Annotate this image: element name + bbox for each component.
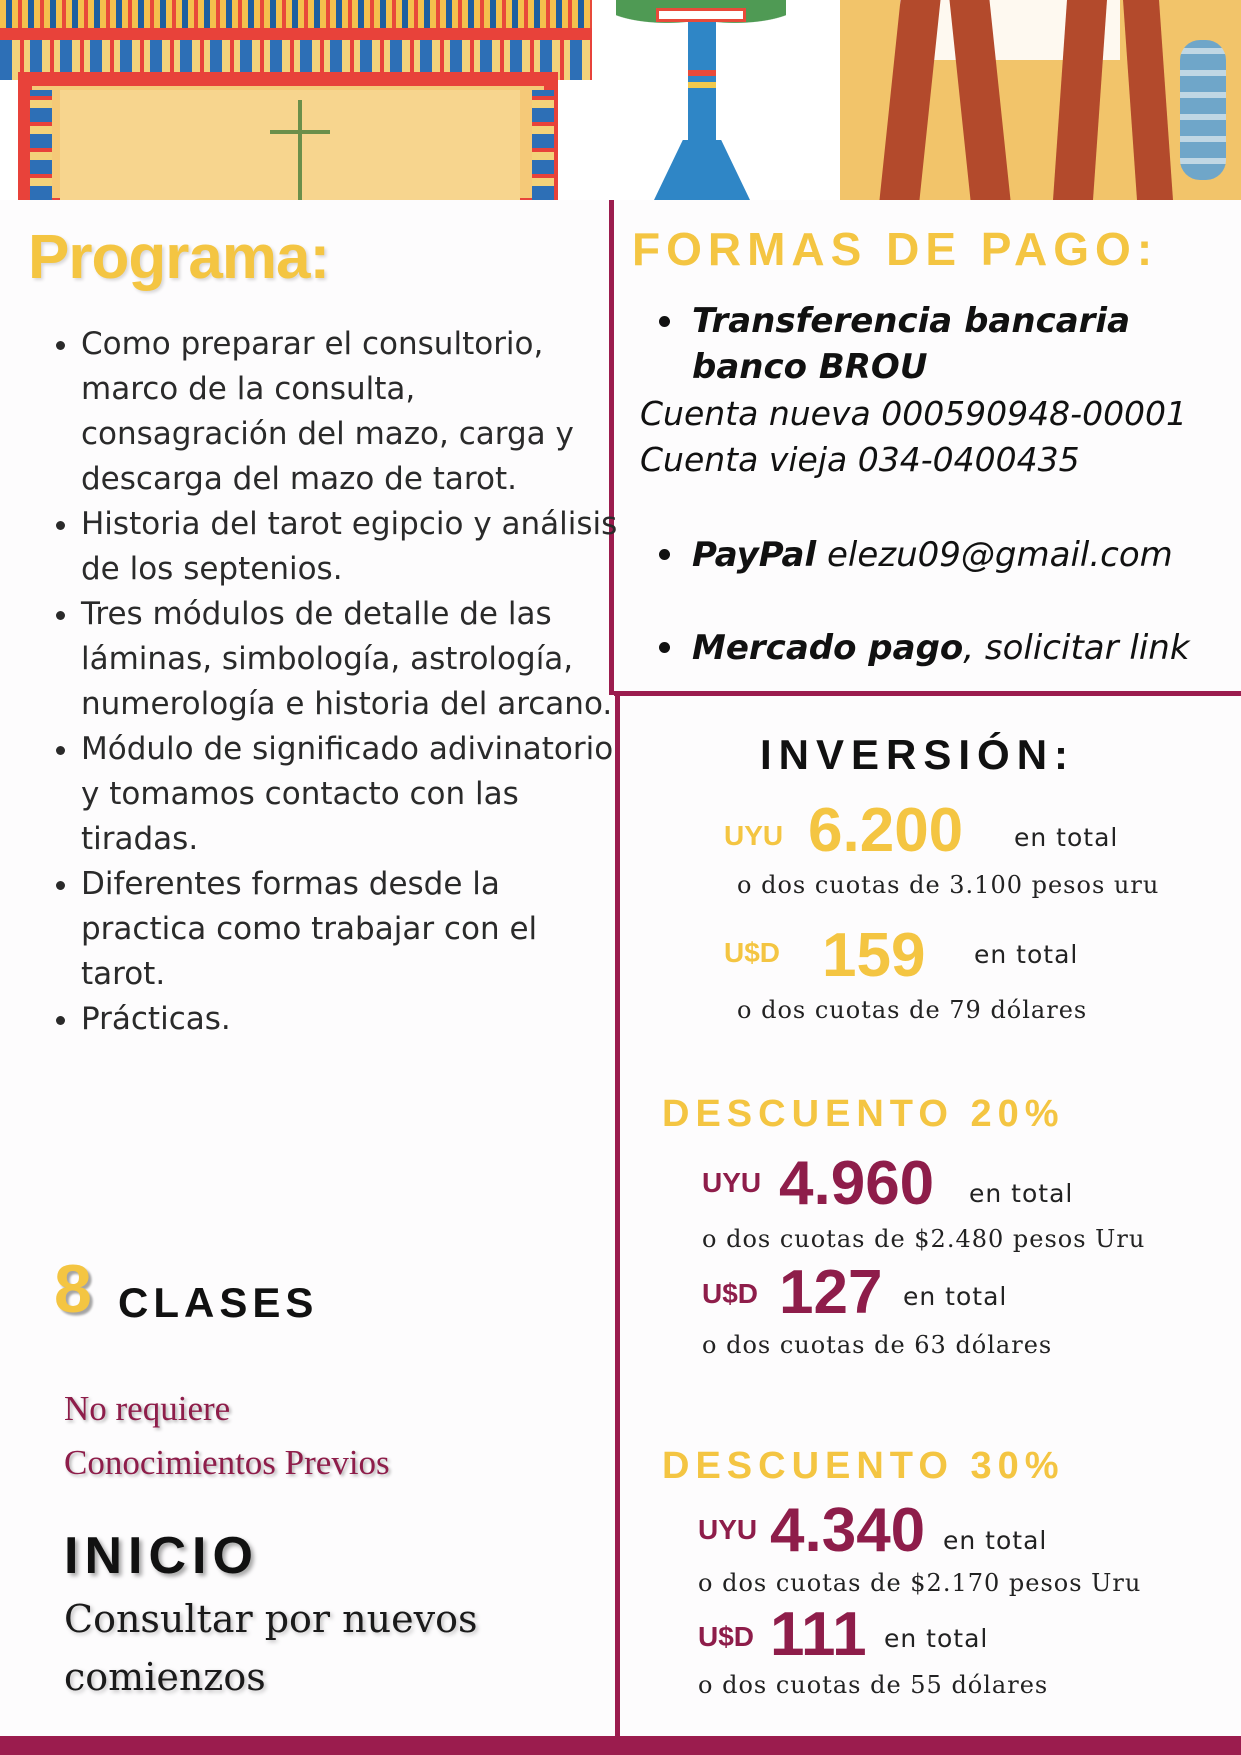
price-usd: 127 bbox=[779, 1258, 883, 1327]
discount-20-title: DESCUENTO 20% bbox=[662, 1093, 1065, 1135]
total-label: en total bbox=[903, 1282, 1008, 1311]
installments-uyu: o dos cuotas de 3.100 pesos uru bbox=[737, 871, 1160, 899]
list-item: • Diferentes formas desde la practica como trabajar con el tarot. bbox=[81, 862, 621, 997]
bank-transfer-label: Transferencia bancaria bbox=[692, 301, 1131, 341]
paypal-email: elezu09@gmail.com bbox=[816, 535, 1173, 575]
price-uyu: 6.200 bbox=[808, 796, 964, 865]
bullet-icon bbox=[659, 316, 670, 327]
bank-name: banco BROU bbox=[692, 347, 928, 387]
bank-transfer-item bbox=[692, 298, 1130, 390]
account-new: Cuenta nueva 000590948-00001 bbox=[640, 394, 1188, 433]
installments-uyu: o dos cuotas de $2.480 pesos Uru bbox=[702, 1225, 1146, 1253]
list-item: • Como preparar el consultorio, marco de la consulta, consagración del mazo, carga y descarga del mazo de tarot. bbox=[81, 322, 621, 502]
installments-usd: o dos cuotas de 63 dólares bbox=[702, 1331, 1053, 1359]
price-uyu: 4.340 bbox=[770, 1496, 926, 1565]
total-label: en total bbox=[969, 1179, 1074, 1208]
requirements-line1: No requiere bbox=[64, 1389, 231, 1428]
installments-usd: o dos cuotas de 79 dólares bbox=[737, 996, 1088, 1024]
list-item: • Tres módulos de detalle de las láminas, simbología, astrología, numerología e historia del arcano. bbox=[81, 592, 621, 727]
header-illustrations bbox=[0, 0, 1241, 200]
clases-label: CLASES bbox=[118, 1279, 319, 1326]
mercado-pago-label: Mercado pago bbox=[692, 628, 964, 668]
mercado-pago-text: , solicitar link bbox=[963, 628, 1190, 668]
currency-usd: U$D bbox=[724, 937, 781, 968]
currency-uyu: UYU bbox=[698, 1514, 758, 1545]
footer-bar bbox=[0, 1736, 1241, 1755]
currency-usd: U$D bbox=[702, 1278, 759, 1309]
inicio-text bbox=[64, 1590, 564, 1706]
mercado-pago-item bbox=[692, 625, 1190, 671]
clases-count: 8 bbox=[54, 1251, 92, 1327]
payment-methods-title: FORMAS DE PAGO: bbox=[632, 223, 1159, 275]
currency-uyu: UYU bbox=[702, 1167, 762, 1198]
list-item: • Historia del tarot egipcio y análisis de los septenios. bbox=[81, 502, 621, 592]
currency-uyu: UYU bbox=[724, 820, 784, 851]
requirements-note bbox=[64, 1382, 390, 1490]
account-old: Cuenta vieja 034-0400435 bbox=[640, 440, 1080, 479]
divider-horizontal bbox=[614, 691, 1241, 696]
papyrus-column-illustration bbox=[592, 0, 840, 200]
programa-title: Programa: bbox=[28, 223, 330, 292]
inicio-line1: Consultar por nuevos bbox=[64, 1597, 478, 1641]
paypal-item bbox=[692, 532, 1173, 578]
price-usd: 159 bbox=[822, 921, 926, 990]
discount-30-title: DESCUENTO 30% bbox=[662, 1445, 1065, 1487]
bullet-icon bbox=[659, 642, 670, 653]
egyptian-figures-illustration bbox=[840, 0, 1241, 200]
list-item: • Módulo de significado adivinatorio y tomamos contacto con las tiradas. bbox=[81, 727, 621, 862]
price-usd: 111 bbox=[770, 1600, 867, 1669]
investment-title: INVERSIÓN: bbox=[760, 731, 1076, 778]
bullet-icon bbox=[659, 549, 670, 560]
currency-usd: U$D bbox=[698, 1621, 755, 1652]
total-label: en total bbox=[1014, 823, 1119, 852]
total-label: en total bbox=[884, 1624, 989, 1653]
list-item: • Prácticas. bbox=[81, 997, 621, 1042]
price-uyu: 4.960 bbox=[779, 1149, 935, 1218]
paypal-label: PayPal bbox=[692, 535, 817, 575]
installments-uyu: o dos cuotas de $2.170 pesos Uru bbox=[698, 1569, 1142, 1597]
total-label: en total bbox=[943, 1526, 1048, 1555]
requirements-line2: Conocimientos Previos bbox=[64, 1443, 390, 1482]
inicio-title: INICIO bbox=[64, 1527, 259, 1585]
total-label: en total bbox=[974, 940, 1079, 969]
egyptian-frame-illustration bbox=[0, 0, 592, 200]
installments-usd: o dos cuotas de 55 dólares bbox=[698, 1671, 1049, 1699]
program-list bbox=[36, 322, 621, 1042]
inicio-line2: comienzos bbox=[64, 1655, 266, 1699]
